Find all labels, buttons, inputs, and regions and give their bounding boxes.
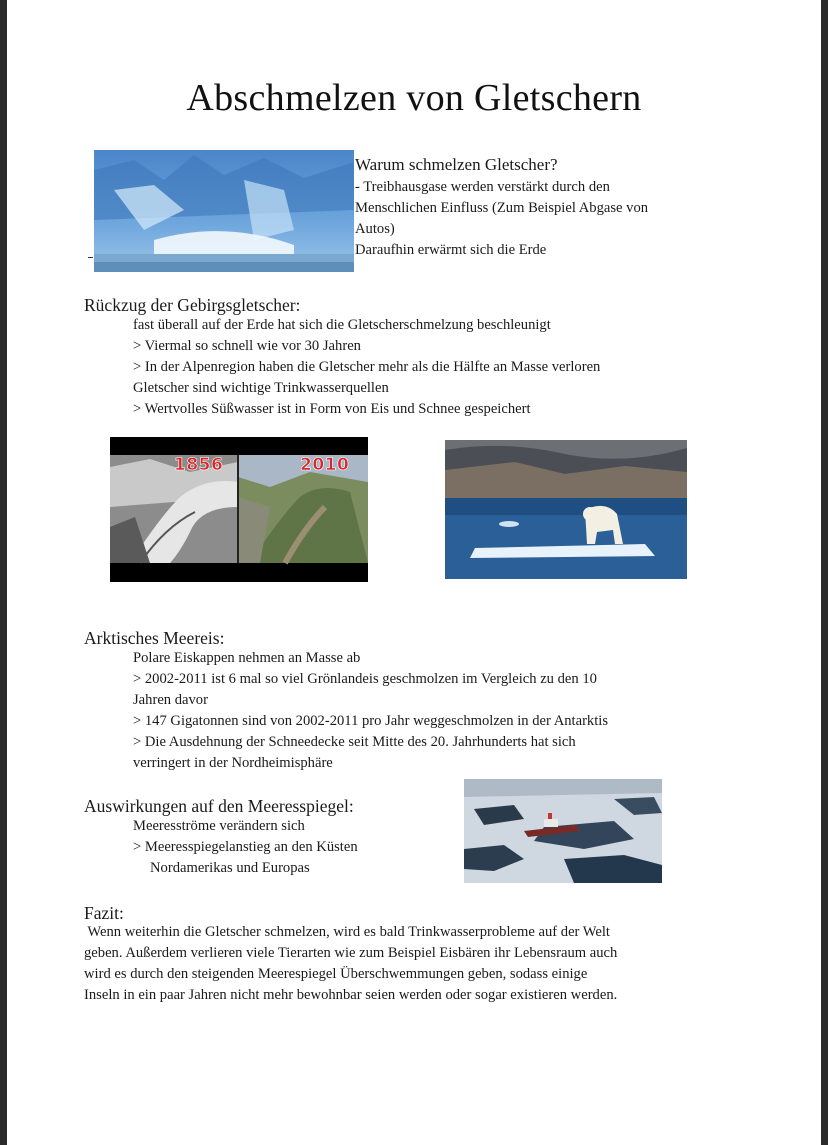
- fazit-line: wird es durch den steigenden Meerespiegel Überschwemmungen geben, sodass einige: [84, 966, 588, 982]
- meeresspiegel-line: Meeresströme verändern sich: [133, 818, 305, 834]
- fazit-line: Wenn weiterhin die Gletscher schmelzen, wird es bald Trinkwasserprobleme auf der Welt: [84, 924, 610, 940]
- meeresspiegel-line: > Meeresspiegelanstieg an den Küsten: [133, 839, 358, 855]
- meereis-line: > Die Ausdehnung der Schneedecke seit Mitte des 20. Jahrhunderts hat sich: [133, 734, 576, 750]
- year-label-left: 1856: [174, 455, 224, 475]
- gebirgsgletscher-line: > In der Alpenregion haben die Gletscher mehr als die Hälfte an Masse verloren: [133, 359, 601, 375]
- intro-line: Autos): [355, 221, 395, 237]
- fazit-line: Inseln in ein paar Jahren nicht mehr bewohnbar seien werden oder sogar existieren werden.: [84, 987, 618, 1003]
- gebirgsgletscher-line: > Wertvolles Süßwasser ist in Form von Eis und Schnee gespeichert: [133, 401, 531, 417]
- page-title: Abschmelzen von Gletschern: [186, 77, 642, 119]
- intro-question: Warum schmelzen Gletscher?: [355, 155, 558, 174]
- fazit-heading: Fazit:: [84, 903, 124, 923]
- meeresspiegel-line: Nordamerikas und Europas: [150, 860, 310, 876]
- intro-line: - Treibhausgase werden verstärkt durch den: [355, 179, 610, 195]
- meeresspiegel-list: [133, 816, 358, 879]
- meeresspiegel-heading: Auswirkungen auf den Meeresspiegel:: [84, 796, 354, 816]
- intro-line: Menschlichen Einfluss (Zum Beispiel Abgase von: [355, 200, 649, 216]
- gebirgsgletscher-heading: Rückzug der Gebirgsgletscher:: [84, 295, 301, 315]
- fazit-line: geben. Außerdem verlieren viele Tierarten wie zum Beispiel Eisbären ihr Lebensraum auch: [84, 945, 618, 961]
- glacier-comparison-photo: [110, 437, 368, 582]
- gebirgsgletscher-line: fast überall auf der Erde hat sich die Gletscherschmelzung beschleunigt: [133, 317, 551, 333]
- gebirgsgletscher-line: > Viermal so schnell wie vor 30 Jahren: [133, 338, 361, 354]
- meereis-line: > 2002-2011 ist 6 mal so viel Grönlandeis geschmolzen im Vergleich zu den 10: [133, 671, 597, 687]
- fazit-paragraph: [84, 922, 617, 1006]
- intro-line: Daraufhin erwärmt sich die Erde: [355, 242, 547, 258]
- meereis-line: verringert in der Nordheimisphäre: [133, 755, 333, 771]
- right-page-edge: [821, 0, 828, 1145]
- meereis-line: Jahren davor: [133, 692, 208, 708]
- meereis-list: [133, 648, 608, 774]
- gebirgsgletscher-list: [133, 315, 600, 420]
- icebreaker-ship-photo: [464, 779, 662, 883]
- left-page-edge: [0, 0, 7, 1145]
- meereis-line: Polare Eiskappen nehmen an Masse ab: [133, 650, 361, 666]
- meereis-line: > 147 Gigatonnen sind von 2002-2011 pro Jahr weggeschmolzen in der Antarktis: [133, 713, 609, 729]
- dash-marker: [88, 257, 93, 258]
- meereis-heading: Arktisches Meereis:: [84, 628, 225, 648]
- intro-section: [355, 154, 648, 261]
- glacier-calving-photo: [94, 150, 354, 272]
- year-label-right: 2010: [300, 455, 350, 475]
- gebirgsgletscher-line: Gletscher sind wichtige Trinkwasserquellen: [133, 380, 389, 396]
- polar-bear-photo: [445, 440, 687, 579]
